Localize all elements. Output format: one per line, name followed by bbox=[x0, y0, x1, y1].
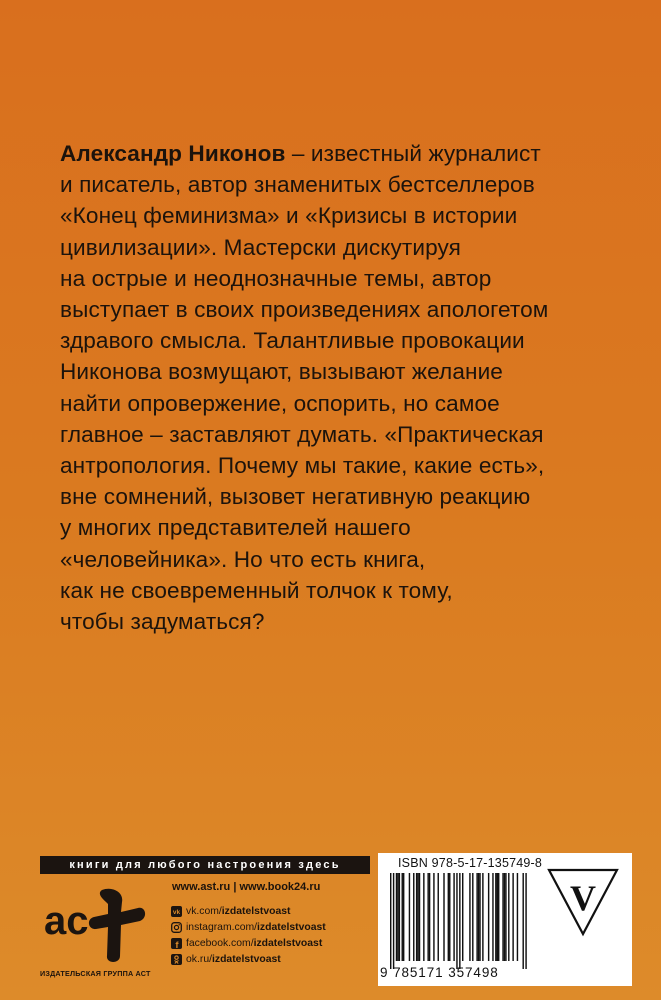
barcode-bar bbox=[423, 873, 424, 961]
barcode-bar bbox=[390, 873, 391, 969]
blurb-line: «Конец феминизма» и «Кризисы в истории bbox=[60, 203, 518, 229]
svg-text:V: V bbox=[570, 878, 596, 918]
barcode-bar bbox=[504, 873, 505, 961]
barcode-bar bbox=[409, 873, 410, 961]
publisher-websites[interactable]: www.ast.ru | www.book24.ru bbox=[172, 881, 321, 893]
barcode-bar bbox=[498, 873, 499, 961]
barcode-bar bbox=[517, 873, 518, 961]
barcode-bar bbox=[459, 873, 460, 969]
logo-text: ac bbox=[44, 899, 89, 943]
barcode-bar bbox=[472, 873, 473, 961]
blurb-line: здравого смысла. Талантливые провокации bbox=[60, 328, 525, 354]
publisher-tagline: книги для любого настроения здесь bbox=[40, 856, 370, 874]
barcode-bar bbox=[417, 873, 418, 961]
barcode-bar bbox=[433, 873, 434, 961]
barcode-bar bbox=[525, 873, 526, 969]
barcode-bar bbox=[443, 873, 444, 961]
ean-digits: 9 785171 357498 bbox=[380, 965, 499, 980]
barcode-bar bbox=[512, 873, 513, 961]
barcode-bar bbox=[453, 873, 454, 961]
instagram-icon bbox=[171, 922, 182, 933]
social-link-odnoklassniki[interactable]: ok.ru/ izdatelstvoast bbox=[171, 952, 326, 968]
barcode-bar bbox=[427, 873, 428, 961]
blurb-line: как не своевременный толчок к тому, bbox=[60, 577, 453, 603]
publisher-imprint: ИЗДАТЕЛЬСКАЯ ГРУППА АСТ bbox=[40, 969, 151, 978]
blurb-line: у многих представителей нашего bbox=[60, 515, 411, 541]
blurb-line: вне сомнений, вызовет негативную реакцию bbox=[60, 484, 531, 510]
author-name: Александр Никонов bbox=[60, 141, 286, 166]
barcode-bar bbox=[438, 873, 439, 961]
barcode-bar bbox=[402, 873, 403, 961]
social-link-vk[interactable]: vk vk.com/ izdatelstvoast bbox=[172, 905, 291, 917]
logo-cross-figure bbox=[89, 889, 145, 962]
svg-text:f: f bbox=[175, 939, 179, 949]
barcode-bar bbox=[488, 873, 489, 961]
blurb-line: выступает в своих произведениях апологетом bbox=[60, 297, 549, 323]
series-v-logo bbox=[541, 860, 625, 944]
barcode-bar bbox=[469, 873, 470, 961]
social-link-instagram[interactable]: instagram.com/ izdatelstvoast bbox=[171, 919, 326, 935]
barcode-bar bbox=[508, 873, 509, 961]
barcode-bar bbox=[416, 873, 417, 961]
barcode-bar bbox=[479, 873, 480, 961]
barcode-bar bbox=[396, 873, 397, 961]
blurb-line: найти опровержение, оспорить, но самое bbox=[60, 390, 500, 416]
barcode-bar bbox=[393, 873, 394, 969]
book-description bbox=[60, 138, 620, 637]
vk-icon bbox=[171, 906, 182, 917]
odnoklassniki-icon bbox=[171, 954, 182, 965]
blurb-line: Никонова возмущают, вызывают желание bbox=[60, 359, 503, 385]
blurb-line: на острые и неоднозначные темы, автор bbox=[60, 265, 492, 291]
barcode-bar bbox=[399, 873, 400, 961]
svg-text:vk: vk bbox=[172, 908, 181, 916]
barcode-bar bbox=[522, 873, 523, 969]
facebook-icon bbox=[171, 938, 182, 949]
ean-barcode bbox=[380, 873, 530, 969]
blurb-line: главное – заставляют думать. «Практическая bbox=[60, 421, 544, 447]
blurb-line: и писатель, автор знаменитых бестселлеров bbox=[60, 172, 535, 198]
barcode-bar bbox=[456, 873, 457, 969]
isbn-number: ISBN 978-5-17-135749-8 bbox=[398, 856, 543, 870]
blurb-line: чтобы задуматься? bbox=[60, 609, 265, 635]
barcode-bar bbox=[505, 873, 506, 961]
blurb-line: антропология. Почему мы такие, какие есть», bbox=[60, 453, 545, 479]
barcode-bar bbox=[502, 873, 503, 961]
ast-logo bbox=[42, 884, 150, 968]
barcode-bar bbox=[497, 873, 498, 961]
blurb-line-1: Александр Никонов – известный журналист bbox=[60, 141, 541, 166]
barcode-bar bbox=[495, 873, 496, 961]
barcode-bar bbox=[403, 873, 404, 961]
blurb-line: «человейника». Но что есть книга, bbox=[60, 546, 426, 572]
barcode-bar bbox=[476, 873, 477, 961]
barcode-bar bbox=[429, 873, 430, 961]
social-link-facebook[interactable]: f facebook.com/ izdatelstvoast bbox=[171, 935, 326, 951]
barcode-bar bbox=[397, 873, 398, 961]
barcode-bar bbox=[448, 873, 449, 961]
barcode-bar bbox=[413, 873, 414, 961]
barcode-bar bbox=[482, 873, 483, 961]
barcode-bar bbox=[492, 873, 493, 961]
blurb-line: цивилизации». Мастерски дискутируя bbox=[60, 234, 461, 260]
barcode-bar bbox=[419, 873, 420, 961]
barcode-bar bbox=[478, 873, 479, 961]
barcode-bar bbox=[449, 873, 450, 961]
social-links bbox=[171, 903, 326, 968]
barcode-bar bbox=[462, 873, 463, 961]
